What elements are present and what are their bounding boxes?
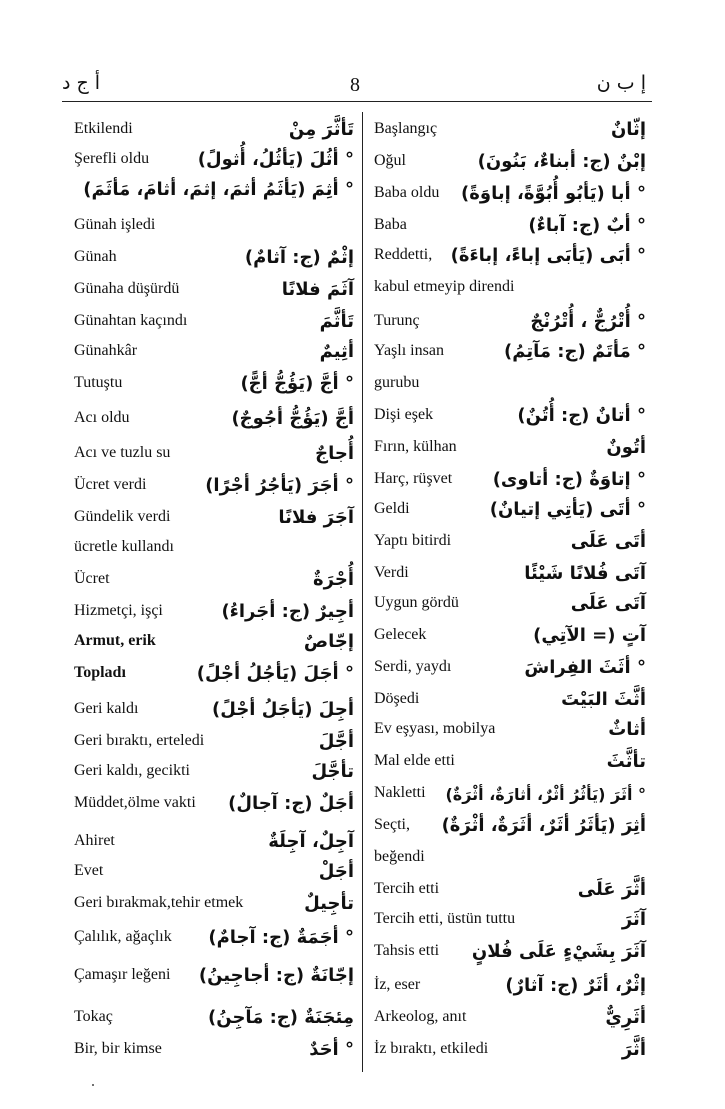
turkish-meaning: İz, eser	[374, 976, 421, 993]
dictionary-entry	[74, 272, 354, 302]
turkish-meaning: Gündelik verdi	[74, 508, 171, 525]
arabic-headword: أُجْرَةٌ	[313, 569, 354, 590]
turkish-meaning: Günahkâr	[74, 342, 138, 359]
turkish-meaning: Tercih etti	[374, 880, 440, 897]
arabic-headword: تأجَّلَ	[311, 761, 354, 782]
arabic-headword: أجِيرٌ (ج: أجَراءُ)	[221, 601, 354, 622]
turkish-meaning: Çamaşır leğeni	[74, 966, 171, 983]
arabic-headword: ° أجَرَ (يَأجُرُ أجْرًا)	[205, 475, 354, 496]
page-number: 8	[350, 74, 360, 96]
arabic-headword: ° أثُلَ (يَأثُلُ، أُثولً)	[197, 149, 354, 170]
dictionary-entry	[374, 808, 646, 838]
arabic-headword: آثَمَ فلانًا	[281, 279, 354, 300]
arabic-headword: آثَرَ بِشَيْءٍ عَلَى فُلانٍ	[471, 941, 646, 962]
arabic-headword: إثْمٌ (ج: آثامٌ)	[244, 247, 354, 268]
dictionary-entry	[74, 334, 354, 364]
turkish-meaning: Acı ve tuzlu su	[74, 444, 171, 461]
turkish-meaning: Reddetti,	[374, 246, 433, 263]
dictionary-entry	[74, 1000, 354, 1030]
header-left-letters: أ ج د	[62, 72, 101, 94]
dictionary-entry	[74, 436, 354, 466]
arabic-headword: مِئجَنَةٌ (ج: مَآجِنُ)	[208, 1007, 354, 1028]
turkish-meaning: Tutuştu	[74, 374, 123, 391]
arabic-headword: أجَلٌ (ج: آجالٌ)	[228, 793, 354, 814]
arabic-headword: أثاثٌ	[608, 719, 646, 740]
turkish-meaning: Harç, rüşvet	[374, 470, 453, 487]
dictionary-entry	[374, 334, 646, 364]
arabic-headword: ° أبَى (يَأبَى إباءً، إباءَةً)	[450, 245, 646, 266]
turkish-meaning: Günaha düşürdü	[74, 280, 180, 297]
turkish-meaning: Günah	[74, 248, 117, 265]
dictionary-entry	[374, 462, 646, 492]
turkish-meaning: Geldi	[374, 500, 410, 517]
arabic-headword: آتٍ (= الآتِي)	[533, 625, 646, 646]
arabic-headword: آجَرَ فلانًا	[278, 507, 354, 528]
header-right-letters: إ ب ن	[596, 72, 646, 94]
turkish-meaning: Etkilendi	[74, 120, 133, 137]
arabic-headword: أتُونٌ	[606, 437, 646, 458]
turkish-meaning: Başlangıç	[374, 120, 438, 137]
arabic-headword: ° أحَدٌ	[309, 1039, 354, 1060]
turkish-meaning: Döşedi	[374, 690, 420, 707]
turkish-meaning: Dişi eşek	[374, 406, 434, 423]
dictionary-entry	[74, 656, 354, 686]
turkish-meaning: Günah işledi	[74, 216, 156, 233]
arabic-headword: أتَى عَلَى	[570, 531, 646, 552]
arabic-headword: ° أتَى (يَأتِي إتيانٌ)	[489, 499, 646, 520]
turkish-meaning: Uygun gördü	[374, 594, 459, 611]
stray-dot	[92, 1084, 94, 1086]
turkish-meaning: Geri bırakmak,tehir etmek	[74, 894, 244, 911]
arabic-headword: تأثَّثَ	[606, 751, 646, 772]
dictionary-entry	[74, 240, 354, 270]
arabic-headword: أثِيمٌ	[319, 341, 354, 362]
arabic-headword: إثّانٌ	[610, 119, 646, 140]
arabic-headword: أثَّرَ عَلَى	[577, 879, 646, 900]
arabic-headword: إبْنٌ (ج: أبناءٌ، بَنُونَ)	[477, 151, 646, 172]
dictionary-entry	[74, 920, 354, 950]
turkish-meaning: Ev eşyası, mobilya	[374, 720, 496, 737]
turkish-meaning: kabul etmeyip direndi	[374, 278, 515, 295]
dictionary-entry	[74, 886, 354, 916]
dictionary-entry	[74, 401, 354, 431]
arabic-headword: ° أثَثَ الفِراشَ	[524, 657, 646, 678]
dictionary-entry	[74, 304, 354, 334]
arabic-headword: تَأثَّمَ	[319, 311, 354, 332]
arabic-headword: أجِلَ (يَأجَلُ أجْلً)	[212, 699, 354, 720]
arabic-headword: آجِلٌ، آجِلَةٌ	[268, 831, 354, 852]
dictionary-entry	[74, 468, 354, 498]
arabic-headword: ° أبا (يَأبُو أُبُوَّةً، إباوَةً)	[461, 183, 646, 204]
arabic-headword: أثِرَ (يَأثَرُ أثَرٌ، أثَرَةٌ، أثْرَةٌ)	[441, 815, 646, 836]
turkish-meaning: Topladı	[74, 664, 126, 681]
dictionary-entry	[74, 172, 354, 202]
dictionary-entry	[374, 366, 646, 396]
turkish-meaning: Baba oldu	[374, 184, 440, 201]
arabic-headword: تأجِيلٌ	[304, 893, 354, 914]
dictionary-entry	[74, 530, 354, 560]
dictionary-entry	[74, 958, 354, 988]
arabic-headword: أثَرِيٌّ	[605, 1007, 646, 1028]
dictionary-entry	[374, 934, 646, 964]
dictionary-entry	[374, 840, 646, 870]
dictionary-entry	[374, 430, 646, 460]
turkish-meaning: Hizmetçi, işçi	[74, 602, 163, 619]
dictionary-entry	[374, 304, 646, 334]
arabic-headword: أجَّ (يَؤُجُّ أجُوجٌ)	[231, 408, 354, 429]
arabic-headword: إجّانَةٌ (ج: أجاجِينُ)	[198, 965, 354, 986]
turkish-meaning: Evet	[74, 862, 104, 879]
arabic-headword: أثَّرَ	[621, 1039, 646, 1060]
turkish-meaning: Mal elde etti	[374, 752, 455, 769]
dictionary-entry	[374, 1000, 646, 1030]
dictionary-entry	[74, 112, 354, 142]
dictionary-entry	[374, 398, 646, 428]
arabic-headword: ° إتاوَةٌ (ج: أتاوى)	[492, 469, 646, 490]
turkish-meaning: Çalılık, ağaçlık	[74, 928, 172, 945]
dictionary-entry	[74, 692, 354, 722]
turkish-meaning: Geri bıraktı, erteledi	[74, 732, 205, 749]
column-divider	[362, 112, 363, 1072]
turkish-meaning: Acı oldu	[74, 409, 130, 426]
turkish-meaning: gurubu	[374, 374, 420, 391]
turkish-meaning: Geri kaldı	[74, 700, 139, 717]
turkish-meaning: Günahtan kaçındı	[74, 312, 188, 329]
dictionary-entry	[374, 112, 646, 142]
turkish-meaning: Armut, erik	[74, 632, 156, 649]
turkish-meaning: Fırın, külhan	[374, 438, 457, 455]
arabic-headword: أثَّثَ البَيْتَ	[561, 689, 646, 710]
arabic-headword: ° أثَرَ (يَأثُرُ أثْرٌ، أثارَةٌ، أثْرَةٌ)	[445, 785, 646, 804]
arabic-headword: آتَى عَلَى	[570, 593, 646, 614]
turkish-meaning: Oğul	[374, 152, 406, 169]
dictionary-entry	[374, 776, 646, 806]
dictionary-entry	[374, 744, 646, 774]
dictionary-entry	[74, 824, 354, 854]
turkish-meaning: Şerefli oldu	[74, 150, 150, 167]
dictionary-entry	[374, 144, 646, 174]
arabic-headword: ° أبٌ (ج: آباءٌ)	[528, 215, 646, 236]
turkish-meaning: Tercih etti, üstün tuttu	[374, 910, 516, 927]
dictionary-entry	[374, 712, 646, 742]
turkish-meaning: Geri kaldı, gecikti	[74, 762, 190, 779]
turkish-meaning: Tokaç	[74, 1008, 113, 1025]
dictionary-entry	[374, 618, 646, 648]
turkish-meaning: Ahiret	[74, 832, 115, 849]
turkish-meaning: ücretle kullandı	[74, 538, 174, 555]
dictionary-entry	[74, 142, 354, 172]
arabic-headword: أجَّلَ	[318, 731, 354, 752]
arabic-headword: ° أثِمَ (يَأثَمُ أثمَ، إثمَ، أثامَ، مَأثَمَ)	[83, 179, 354, 200]
dictionary-entry	[374, 682, 646, 712]
header-rule	[62, 101, 652, 102]
dictionary-entry	[374, 556, 646, 586]
turkish-meaning: Baba	[374, 216, 407, 233]
turkish-meaning: Yaptı bitirdi	[374, 532, 452, 549]
dictionary-entry	[74, 500, 354, 530]
dictionary-entry	[74, 562, 354, 592]
dictionary-entry	[374, 270, 646, 300]
dictionary-entry	[74, 854, 354, 884]
turkish-meaning: Gelecek	[374, 626, 427, 643]
dictionary-entry	[74, 594, 354, 624]
turkish-meaning: Bir, bir kimse	[74, 1040, 162, 1057]
dictionary-entry	[74, 208, 354, 238]
arabic-headword: ° مَأتَمٌ (ج: مَآتِمُ)	[504, 341, 646, 362]
arabic-headword: ° أُتْرُجٌّ ، أُتْرُنْجٌ	[530, 311, 646, 332]
arabic-headword: آثَرَ	[621, 909, 646, 930]
dictionary-entry	[374, 238, 646, 268]
arabic-headword: أُجاجٌ	[315, 443, 354, 464]
turkish-meaning: Ücret	[74, 570, 110, 587]
turkish-meaning: Turunç	[374, 312, 420, 329]
arabic-headword: ° أجَلَ (يَأجُلُ أجْلً)	[196, 663, 354, 684]
arabic-headword: إجّاصٌ	[303, 631, 354, 652]
arabic-headword: أجَلْ	[318, 861, 354, 882]
dictionary-entry	[374, 872, 646, 902]
arabic-headword: ° أجَّ (يَؤُجُّ أجًّ)	[240, 373, 354, 394]
dictionary-entry	[374, 1032, 646, 1062]
turkish-meaning: Yaşlı insan	[374, 342, 444, 359]
dictionary-entry	[374, 902, 646, 932]
dictionary-entry	[74, 366, 354, 396]
dictionary-entry	[374, 650, 646, 680]
arabic-headword: إثْرٌ، أثَرٌ (ج: آثارٌ)	[505, 975, 646, 996]
dictionary-entry	[374, 492, 646, 522]
arabic-headword: آتَى فُلانًا شَيْئًا	[524, 563, 646, 584]
turkish-meaning: Verdi	[374, 564, 409, 581]
dictionary-entry	[374, 968, 646, 998]
arabic-headword: تَأثَّرَ مِنْ	[288, 119, 354, 140]
turkish-meaning: Arkeolog, anıt	[374, 1008, 467, 1025]
turkish-meaning: İz bıraktı, etkiledi	[374, 1040, 489, 1057]
dictionary-entry	[74, 754, 354, 784]
dictionary-entry	[374, 176, 646, 206]
dictionary-entry	[74, 1032, 354, 1062]
arabic-headword: ° أجَمَةٌ (ج: آجامٌ)	[208, 927, 354, 948]
turkish-meaning: Seçti,	[374, 816, 410, 833]
dictionary-entry	[374, 586, 646, 616]
dictionary-entry	[374, 524, 646, 554]
dictionary-entry	[74, 724, 354, 754]
arabic-headword: ° أتانٌ (ج: أُتُنٌ)	[517, 405, 646, 426]
dictionary-entry	[74, 624, 354, 654]
turkish-meaning: Serdi, yaydı	[374, 658, 452, 675]
turkish-meaning: beğendi	[374, 848, 425, 865]
turkish-meaning: Müddet,ölme vakti	[74, 794, 196, 811]
dictionary-entry	[74, 786, 354, 816]
turkish-meaning: Ücret verdi	[74, 476, 147, 493]
page-header	[60, 72, 650, 102]
turkish-meaning: Tahsis etti	[374, 942, 440, 959]
turkish-meaning: Nakletti	[374, 784, 426, 801]
dictionary-entry	[374, 208, 646, 238]
